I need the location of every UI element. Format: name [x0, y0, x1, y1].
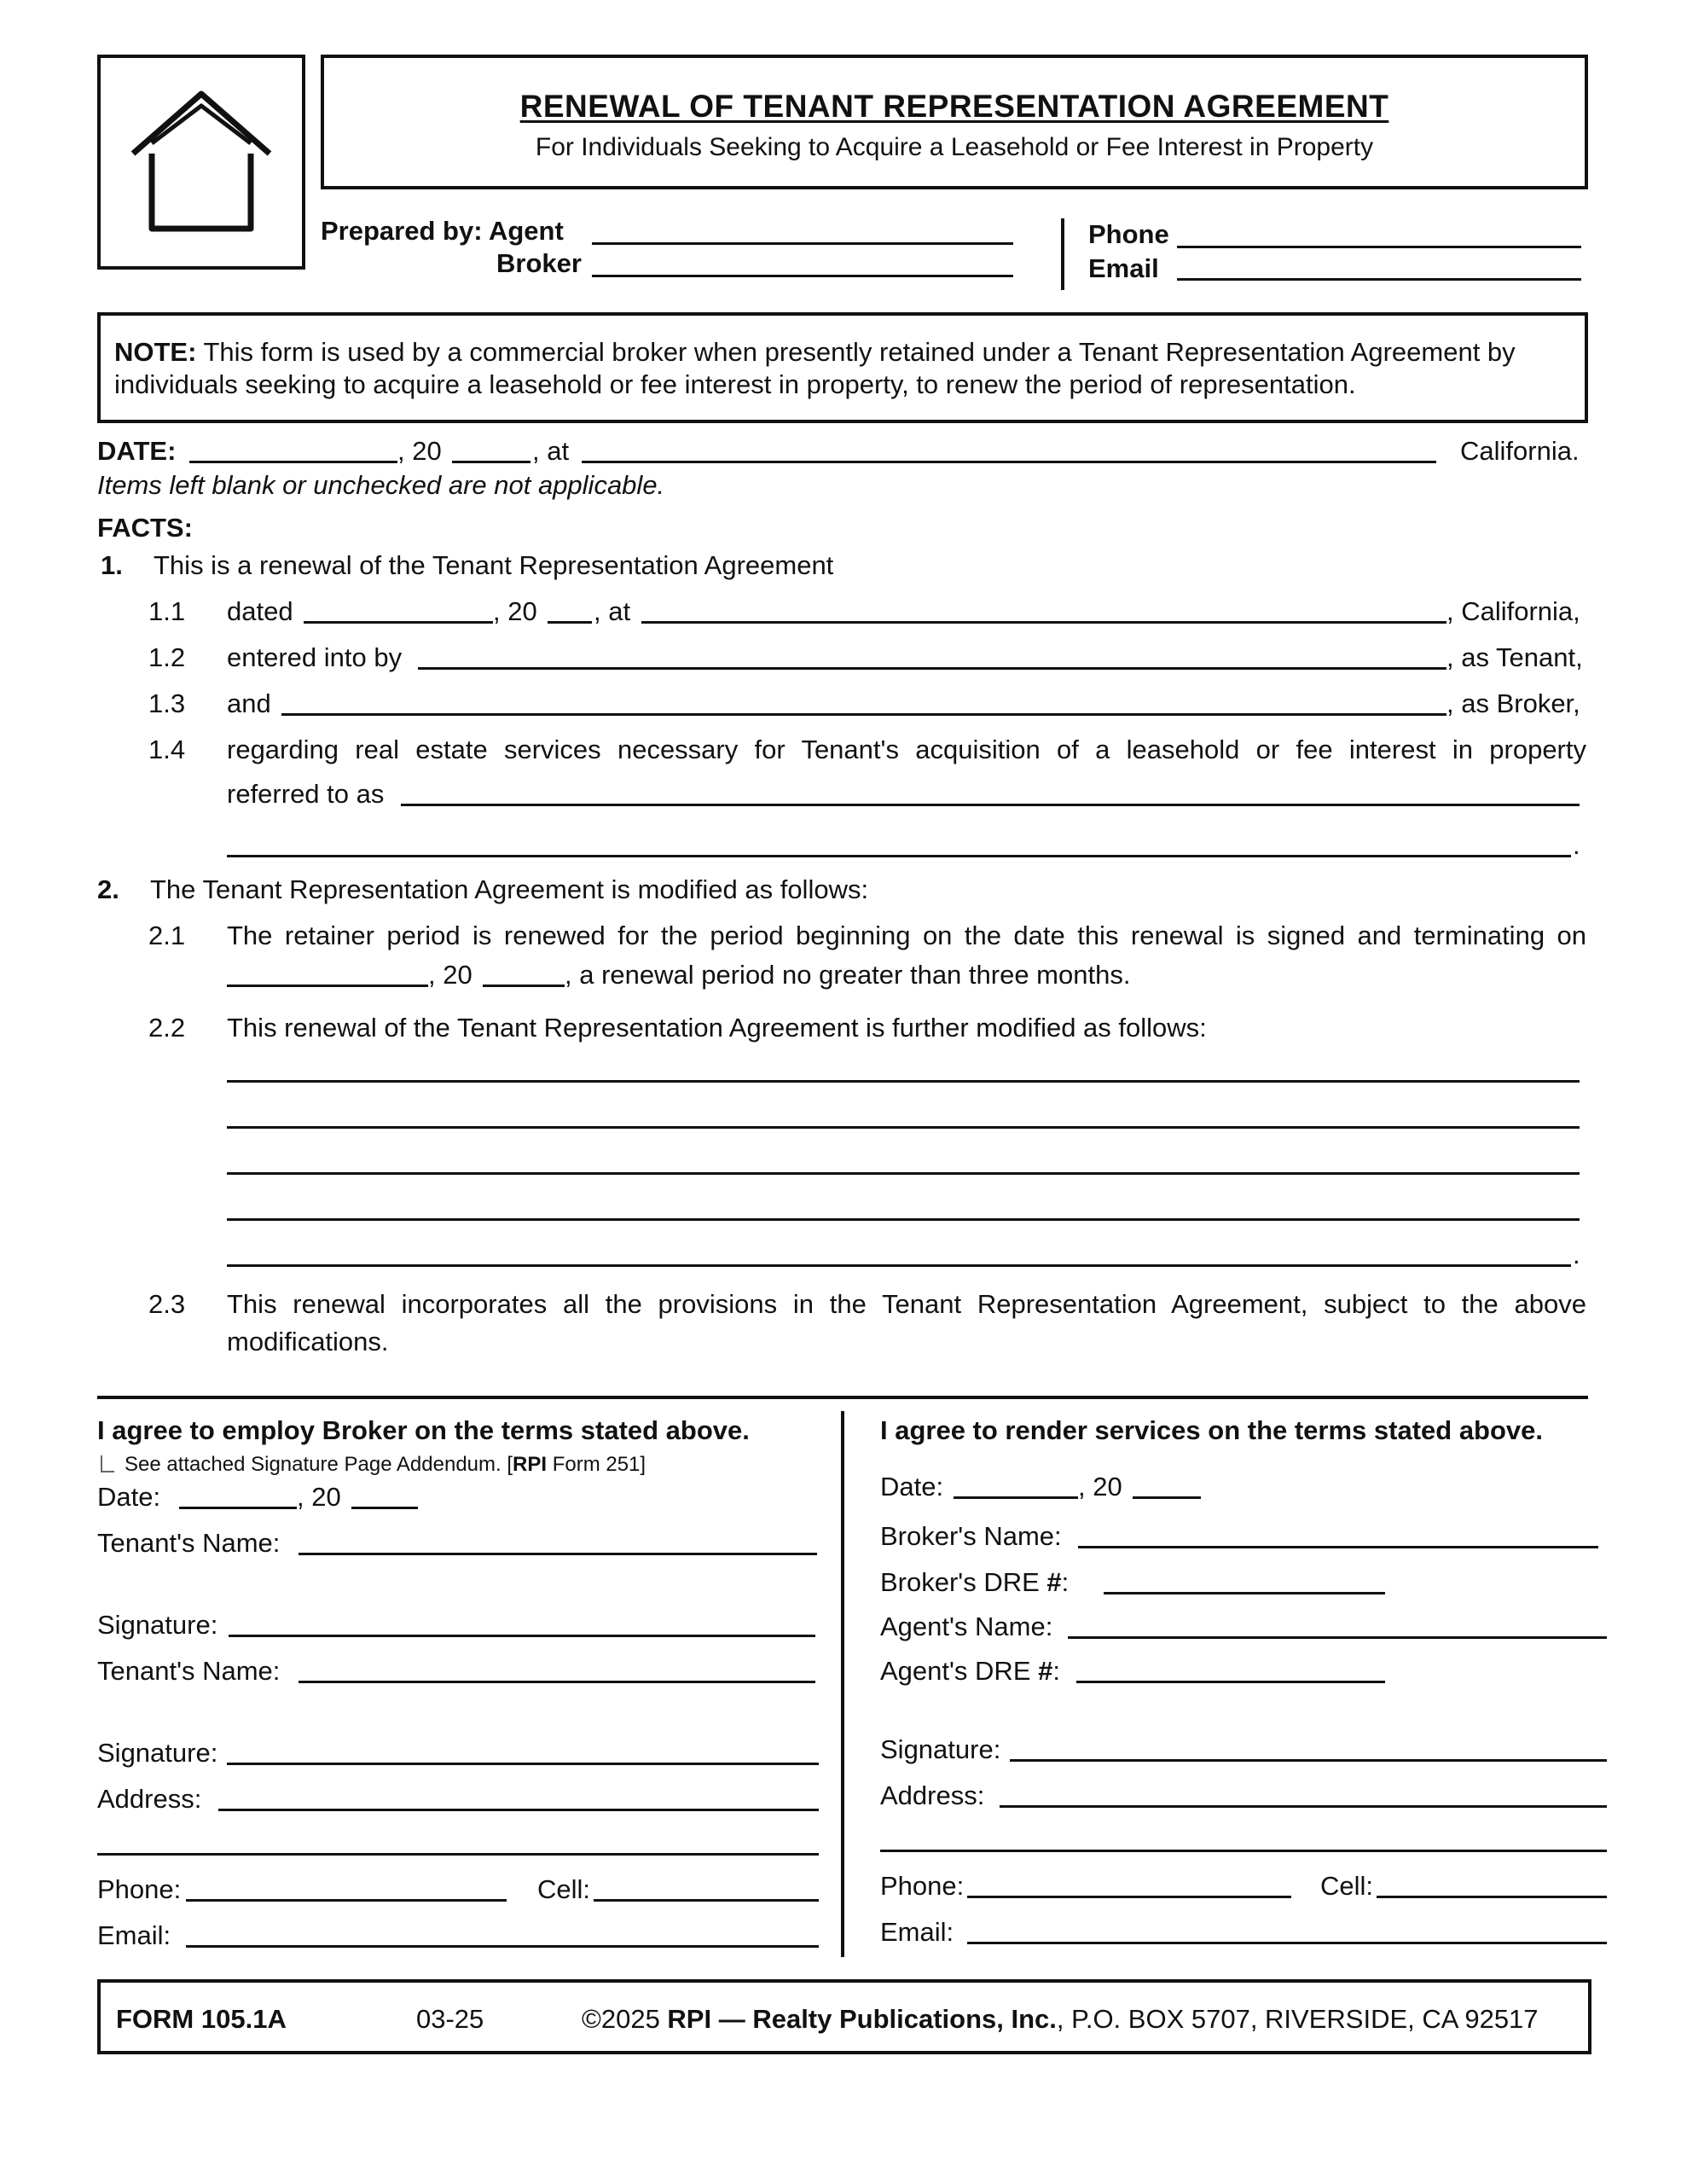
tenant-address-field-2[interactable]: [97, 1853, 819, 1856]
agents-dre-field[interactable]: [1076, 1681, 1385, 1683]
note-text: [114, 336, 1573, 401]
item2-2-number: 2.2: [148, 1013, 186, 1043]
modification-line-5[interactable]: [227, 1264, 1571, 1267]
date-field[interactable]: [189, 461, 397, 463]
tenant-year-field[interactable]: [351, 1507, 418, 1509]
tenant-date-field[interactable]: [179, 1507, 297, 1509]
broker-email-label: Email:: [880, 1917, 954, 1947]
item1-1-at: , at: [594, 596, 631, 626]
date-location-field[interactable]: [582, 461, 1436, 463]
item1-4-text: regarding real estate services necessary for Tenant's acquisition of a leasehold or fee interest in property: [227, 735, 1586, 764]
item1-4-number: 1.4: [148, 735, 186, 764]
agreement-date-field[interactable]: [304, 621, 493, 624]
broker-name-field[interactable]: [281, 713, 1446, 716]
tenant-date-label: Date:: [97, 1482, 161, 1512]
item2-2-end: .: [1573, 1240, 1580, 1269]
brokers-dre-text: Broker's DRE: [880, 1567, 1047, 1597]
broker-field[interactable]: [592, 275, 1013, 277]
note-body: This form is used by a commercial broker when presently retained under a Tenant Representation Agreement by individuals seeking to acquire a leasehold or fee interest in property, to renew the period of representation.: [114, 337, 1516, 399]
broker-label: Broker: [496, 248, 582, 278]
brokers-name-field[interactable]: [1078, 1546, 1598, 1548]
footer-form: FORM 105.1A: [116, 2004, 287, 2034]
broker-cell-field[interactable]: [1377, 1896, 1607, 1898]
phone-field[interactable]: [1177, 246, 1581, 248]
agents-dre-colon: :: [1052, 1656, 1060, 1686]
signature-divider: [97, 1396, 1588, 1399]
broker-heading: I agree to render services on the terms stated above.: [880, 1415, 1544, 1445]
agents-name-field[interactable]: [1068, 1636, 1607, 1639]
broker-address-field-2[interactable]: [880, 1850, 1607, 1852]
broker-signature-label: Signature:: [880, 1734, 1001, 1764]
termination-year-field[interactable]: [483, 985, 565, 987]
tenant-name-field-2[interactable]: [299, 1681, 815, 1683]
tenant-phone-field[interactable]: [186, 1899, 507, 1902]
footer-date: 03-25: [416, 2004, 484, 2034]
broker-date-field[interactable]: [954, 1496, 1078, 1499]
date-at: , at: [532, 436, 570, 466]
email-field[interactable]: [1177, 278, 1581, 281]
footer-box: [97, 1979, 1591, 2054]
brokers-name-label: Broker's Name:: [880, 1521, 1062, 1551]
facts-heading: FACTS:: [97, 513, 193, 543]
tenant-cell-label: Cell:: [537, 1874, 591, 1904]
agent-field[interactable]: [592, 242, 1013, 245]
tenant-email-field[interactable]: [186, 1945, 819, 1948]
modification-line-2[interactable]: [227, 1126, 1580, 1129]
item2-2-text: This renewal of the Tenant Representation Agreement is further modified as follows:: [227, 1013, 1207, 1043]
item1-1-year-prefix: , 20: [493, 596, 537, 626]
header-divider: [1061, 218, 1064, 290]
item1-2-number: 1.2: [148, 642, 186, 672]
property-ref-field[interactable]: [401, 804, 1580, 806]
item2-number: 2.: [97, 874, 119, 904]
item1-text: This is a renewal of the Tenant Representation Agreement: [154, 550, 834, 580]
broker-email-field[interactable]: [967, 1942, 1607, 1944]
item2-3-number: 2.3: [148, 1289, 186, 1319]
item1-number: 1.: [101, 550, 123, 580]
phone-label: Phone: [1088, 219, 1169, 249]
item1-3-number: 1.3: [148, 688, 186, 718]
email-label: Email: [1088, 253, 1159, 283]
item1-2-end: , as Tenant,: [1446, 642, 1583, 672]
brokers-dre-hash: #: [1046, 1567, 1062, 1597]
checkbox-icon[interactable]: [101, 1455, 114, 1472]
footer-copyright-row: [582, 2003, 1539, 2036]
modification-line-1[interactable]: [227, 1080, 1580, 1083]
addendum-row: [97, 1452, 646, 1478]
item2-1-number: 2.1: [148, 921, 186, 950]
termination-date-field[interactable]: [227, 985, 428, 987]
tenant-address-label: Address:: [97, 1784, 202, 1814]
tenant-heading: I agree to employ Broker on the terms stated above.: [97, 1415, 750, 1445]
tenant-name-field[interactable]: [418, 667, 1446, 670]
blank-notice: Items left blank or unchecked are not applicable.: [97, 470, 665, 500]
tenant-name-field-1[interactable]: [299, 1553, 817, 1555]
tenant-signature-label-1: Signature:: [97, 1610, 218, 1640]
tenant-name-label-2: Tenant's Name:: [97, 1656, 281, 1686]
addendum-rpi: RPI: [513, 1453, 548, 1476]
item1-1-label: dated: [227, 596, 293, 626]
form-title: RENEWAL OF TENANT REPRESENTATION AGREEMENT: [519, 89, 1389, 124]
item2-text: The Tenant Representation Agreement is modified as follows:: [150, 874, 869, 904]
tenant-email-label: Email:: [97, 1920, 171, 1950]
tenant-phone-label: Phone:: [97, 1874, 182, 1904]
date-year-prefix: , 20: [397, 436, 442, 466]
broker-date-label: Date:: [880, 1472, 944, 1502]
item1-1-number: 1.1: [148, 596, 186, 626]
agents-dre-label: [880, 1655, 1060, 1687]
broker-address-label: Address:: [880, 1780, 985, 1810]
item2-3-text: This renewal incorporates all the provisions in the Tenant Representation Agreement, subject to the above: [227, 1289, 1586, 1319]
footer-publisher: RPI — Realty Publications, Inc.: [667, 2004, 1057, 2034]
item1-3-end: , as Broker,: [1446, 688, 1580, 718]
agents-dre-text: Agent's DRE: [880, 1656, 1039, 1686]
item1-1-end: , California,: [1446, 596, 1580, 626]
item1-4-label2: referred to as: [227, 779, 385, 809]
item1-2-label: entered into by: [227, 642, 403, 672]
date-year-field[interactable]: [452, 461, 530, 463]
item2-1-year-prefix: , 20: [428, 960, 472, 990]
brokers-dre-field[interactable]: [1104, 1592, 1385, 1594]
note-label: NOTE:: [114, 337, 197, 367]
item1-4-end: .: [1573, 830, 1580, 860]
brokers-dre-colon: :: [1061, 1567, 1070, 1597]
item2-3-text2: modifications.: [227, 1327, 389, 1356]
date-label: DATE:: [97, 436, 177, 466]
note-box: [97, 312, 1588, 423]
addendum-text: See attached Signature Page Addendum. [: [125, 1453, 513, 1476]
agents-name-label: Agent's Name:: [880, 1612, 1053, 1641]
agreement-year-field[interactable]: [548, 621, 592, 624]
tenant-name-label-1: Tenant's Name:: [97, 1528, 281, 1558]
tenant-signature-label-2: Signature:: [97, 1738, 218, 1768]
logo-box: [97, 55, 305, 270]
broker-signature-field[interactable]: [1010, 1759, 1607, 1762]
modification-line-3[interactable]: [227, 1172, 1580, 1175]
prepared-by-label: Prepared by: Agent: [321, 216, 564, 246]
tenant-year-prefix: , 20: [297, 1482, 341, 1512]
house-icon: [101, 58, 302, 266]
agreement-location-field[interactable]: [641, 621, 1446, 624]
broker-phone-field[interactable]: [967, 1896, 1291, 1898]
brokers-dre-label: [880, 1566, 1069, 1599]
addendum-end: Form 251]: [547, 1453, 646, 1476]
tenant-signature-field-2[interactable]: [227, 1763, 819, 1765]
modification-line-4[interactable]: [227, 1218, 1580, 1221]
form-subtitle: For Individuals Seeking to Acquire a Leasehold or Fee Interest in Property: [535, 133, 1374, 161]
tenant-address-field[interactable]: [218, 1809, 819, 1811]
agents-dre-hash: #: [1038, 1656, 1053, 1686]
tenant-cell-field[interactable]: [594, 1899, 819, 1902]
property-ref-field-2[interactable]: [227, 855, 1571, 857]
broker-cell-label: Cell:: [1320, 1871, 1374, 1901]
tenant-signature-field-1[interactable]: [229, 1635, 815, 1637]
broker-address-field[interactable]: [1000, 1805, 1607, 1808]
signature-column-divider: [841, 1411, 844, 1957]
footer-copyright: ©2025: [582, 2004, 668, 2034]
item2-1-end: , a renewal period no greater than three months.: [565, 960, 1131, 990]
date-state: California.: [1460, 436, 1580, 466]
footer-address: , P.O. BOX 5707, RIVERSIDE, CA 92517: [1056, 2004, 1539, 2034]
broker-year-field[interactable]: [1133, 1496, 1201, 1499]
broker-year-prefix: , 20: [1078, 1472, 1122, 1502]
item1-3-label: and: [227, 688, 271, 718]
broker-phone-label: Phone:: [880, 1871, 965, 1901]
title-box: [321, 55, 1588, 189]
item2-1-text: The retainer period is renewed for the period beginning on the date this renewal is signed and terminating on: [227, 921, 1586, 950]
